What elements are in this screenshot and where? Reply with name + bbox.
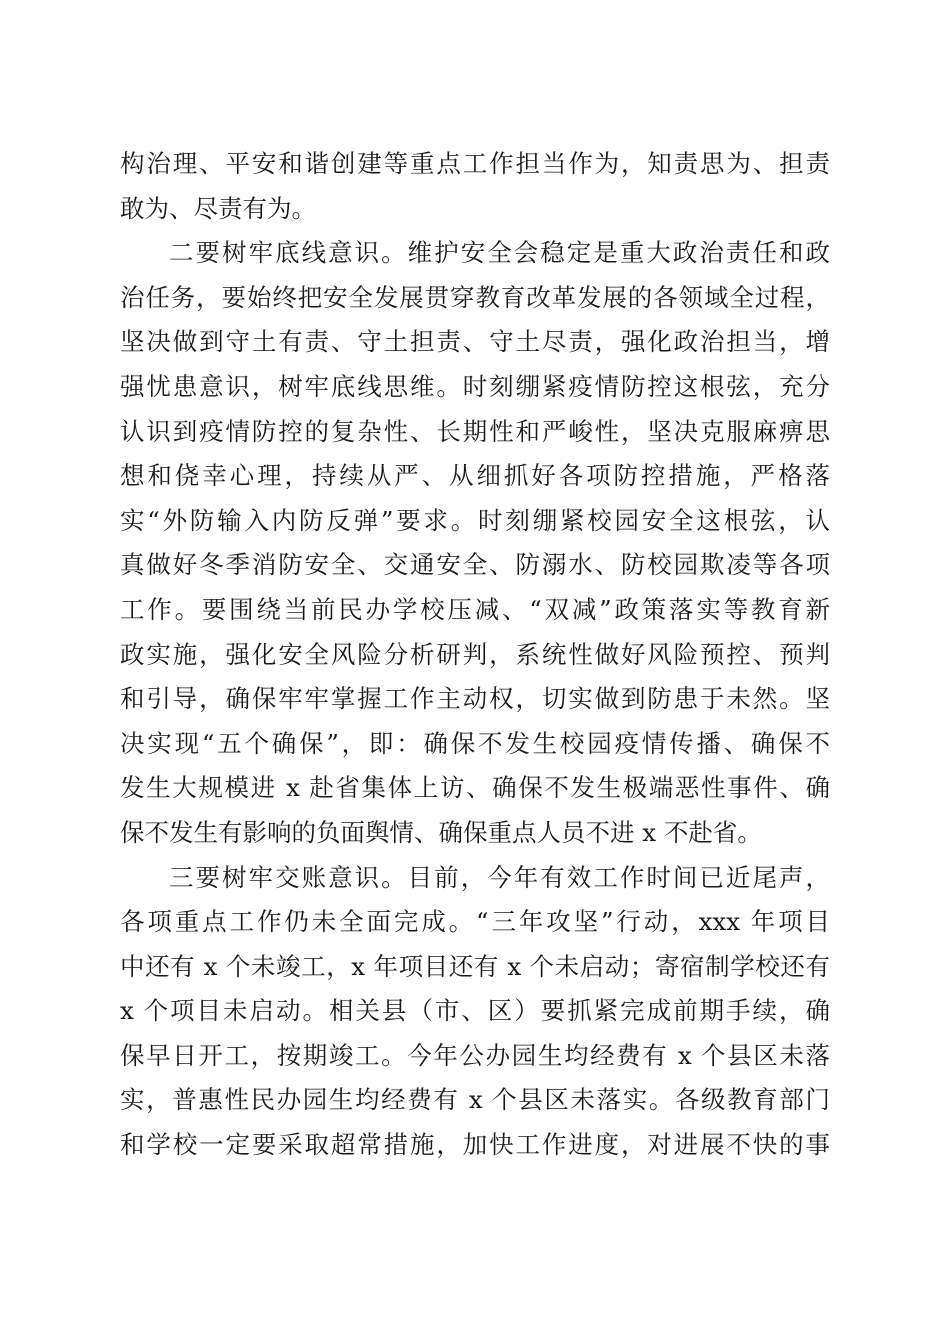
text-line: 政实施，强化安全风险分析研判，系统性做好风险预控、预判: [120, 639, 830, 669]
paragraph-2: [120, 231, 830, 855]
text-line: 和引导，确保牢牢掌握工作主动权，切实做到防患于未然。坚: [120, 684, 830, 714]
text-line: 保早日开工，按期竣工。今年公办园生均经费有 x 个县区未落: [120, 1040, 830, 1070]
text-line: 治任务，要始终把安全发展贯穿教育改革发展的各领域全过程，: [120, 282, 830, 312]
text-line: 发生大规模进 x 赴省集体上访、确保不发生极端恶性事件、确: [120, 773, 830, 803]
text-line: 各项重点工作仍未全面完成。“三年攻坚”行动，xxx 年项目: [120, 907, 830, 937]
text-line: 和学校一定要采取超常措施，加快工作进度，对进展不快的事: [120, 1130, 830, 1160]
text-line: 实“外防输入内防反弹”要求。时刻绷紧校园安全这根弦，认: [120, 505, 830, 535]
text-line: 三要树牢交账意识。目前，今年有效工作时间已近尾声，: [169, 862, 830, 892]
text-line: 工作。要围绕当前民办学校压减、“双减”政策落实等教育新: [120, 594, 830, 624]
document-body: [120, 142, 830, 1168]
text-line: 坚决做到守土有责、守土担责、守土尽责，强化政治担当，增: [120, 327, 830, 357]
text-line: 中还有 x 个未竣工，x 年项目还有 x 个未启动；寄宿制学校还有: [120, 951, 830, 981]
text-line: 保不发生有影响的负面舆情、确保重点人员不进 x 不赴省。: [120, 817, 762, 847]
text-line: 二要树牢底线意识。维护安全会稳定是重大政治责任和政: [169, 238, 830, 268]
text-line: 认识到疫情防控的复杂性、长期性和严峻性，坚决克服麻痹思: [120, 416, 830, 446]
paragraph-1: [120, 142, 830, 231]
text-line: 真做好冬季消防安全、交通安全、防溺水、防校园欺凌等各项: [120, 550, 830, 580]
text-line: 实，普惠性民办园生均经费有 x 个县区未落实。各级教育部门: [120, 1085, 830, 1115]
text-line: 想和侥幸心理，持续从严、从细抓好各项防控措施，严格落: [120, 461, 830, 491]
text-line: 决实现“五个确保”，即：确保不发生校园疫情传播、确保不: [120, 728, 830, 758]
text-line: 敢为、尽责有为。: [120, 193, 316, 223]
text-line: 构治理、平安和谐创建等重点工作担当作为，知责思为、担责: [120, 149, 830, 178]
text-line: x 个项目未启动。相关县（市、区）要抓紧完成前期手续，确: [120, 996, 830, 1026]
paragraph-3: [120, 856, 830, 1168]
text-line: 强忧患意识，树牢底线思维。时刻绷紧疫情防控这根弦，充分: [120, 371, 830, 401]
